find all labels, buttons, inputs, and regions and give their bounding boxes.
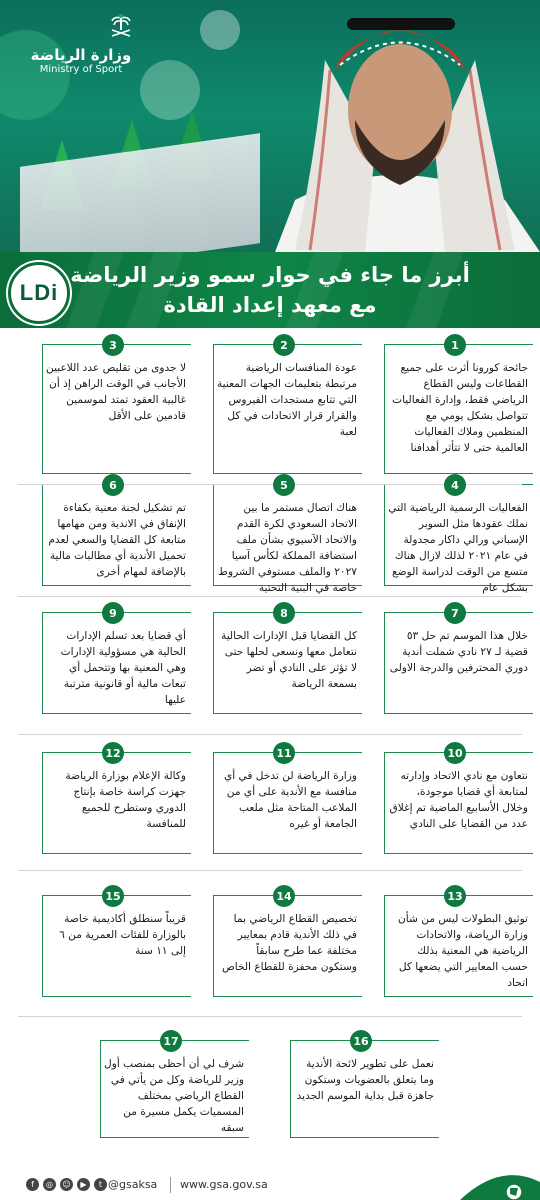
point-card [384,338,536,472]
twitter-icon[interactable]: t [94,1178,107,1191]
row-divider [18,870,522,871]
point-number-badge: 10 [444,742,466,764]
point-text: كل القضايا قبل الإدارات الحالية نتعامل معها ونسعى لحلها حتى لا تؤثر على النادي أو تضر بسمعة الرياضة [221,630,357,690]
minister-portrait [255,0,540,252]
point-card [213,478,365,594]
point-text: هناك اتصال مستمر ما بين الاتحاد السعودي لكرة القدم والاتحاد الآسيوي بشأن ملف استضافة المملكة لكأس آسيا ٢٠٢٧ والملف مستوفي الشروط خاصة في البنية التحتية [218,502,357,594]
page-title [60,260,480,320]
facebook-icon[interactable]: f [26,1178,39,1191]
point-text: قريباً سنطلق أكاديمية خاصة بالوزارة للفئات العمرية من ٦ إلى ١١ سنة [59,913,186,957]
point-text: نعمل على تطوير لائحة الأندية وما يتعلق بالعضويات وستكون جاهزة قبل بداية الموسم الجديد [296,1058,434,1102]
point-number-badge: 4 [444,474,466,496]
point-card [384,889,536,995]
youtube-icon[interactable]: ▶ [77,1178,90,1191]
point-card [384,478,536,594]
point-card [42,478,194,584]
point-card [42,606,194,712]
point-number-badge: 2 [273,334,295,356]
point-card [213,746,365,852]
point-text: وكالة الإعلام بوزارة الرياضة جهزت كراسة خاصة بإنتاج الدوري وستطرح للجميع للمنافسة [65,770,186,830]
point-number-badge: 3 [102,334,124,356]
point-number-badge: 15 [102,885,124,907]
point-text: أي قضايا بعد تسلم الإدارات الحالية هي مسؤولية الإدارات وهي المعنية بها وتتحمل أي تبعات مالية أو قانونية مترتبة عليها [60,630,186,706]
logo-arabic: وزارة الرياضة [30,46,132,64]
point-number-badge: 16 [350,1030,372,1052]
point-text: وزارة الرياضة لن تدخل في أي منافسة مع الأندية على أي من الملاعب المتاحة مثل ملعب الجامعة أو غيره [223,770,357,830]
point-text: لا جدوى من تقليص عدد اللاعبين الأجانب في الوقت الراهن إذ أن غالبية العقود تمتد لموسمين قادمين على الأقل [46,362,186,422]
bokeh-light [200,10,240,50]
point-card [290,1034,442,1136]
title-band [0,252,540,328]
social-handle[interactable]: @gsaksa [108,1178,158,1191]
point-text: خلال هذا الموسم تم حل ٥٣ قضية لـ ٢٧ نادي شملت أندية دوري المحترفين والدرجة الاولى [389,630,528,674]
point-card [42,746,194,852]
instagram-icon[interactable]: ◎ [43,1178,56,1191]
point-card [42,338,194,472]
point-number-badge: 12 [102,742,124,764]
point-card [100,1034,252,1136]
point-text: تخصيص القطاع الرياضي بما في ذلك الأندية قادم بمعايير مختلفة عما طرح سابقاً وستكون محفزة للقطاع الخاص [221,913,357,973]
point-number-badge: 1 [444,334,466,356]
point-text: شرف لي أن أحظى بمنصب أول وزير للرياضة وكل من يأتي في القطاع الرياضي بمختلف المسميات يكمل مسيرة من سبقه [104,1058,244,1134]
point-number-badge: 14 [273,885,295,907]
logo-english: Ministry of Sport [39,64,123,75]
ministry-logo [26,12,136,82]
point-text: الفعاليات الرسمية الرياضية التي نملك عقودها مثل السوبر الإسباني ورالي داكار مجدولة في عام ٢٠٢١ لذلك لازال هناك متسع من الوقت لدراسة الوضع بشكل عام [388,502,528,594]
point-card [384,746,536,852]
point-card [384,606,536,712]
ldi-logo-text: LDi [19,280,59,305]
point-text: توثيق البطولات ليس من شأن وزارة الرياضة، والاتحادات الرياضية هي المعنية بذلك حسب المعايير التي يضعها كل اتحاد [398,913,528,989]
point-number-badge: 7 [444,602,466,624]
footer-separator [170,1177,171,1193]
snapchat-icon[interactable]: ☺ [60,1178,73,1191]
point-number-badge: 5 [273,474,295,496]
row-divider [18,1016,522,1017]
point-card [213,889,365,995]
point-number-badge: 13 [444,885,466,907]
point-text: عودة المنافسات الرياضية مرتبطة بتعليمات الجهات المعنية التي تتابع مستجدات الفيروس والقرار قرار الاتحادات في كل لعبة [217,362,357,438]
point-card [42,889,194,995]
point-text: تم تشكيل لجنة معنية بكفاءة الإنفاق في الاندية ومن مهامها متابعة كل القضايا والسعي لعدم تحميل الأندية أي مطالبات مالية بالإضافة لمهام أخرى [48,502,186,578]
point-text: جائحة كورونا أثرت على جميع القطاعات وليس القطاع الرياضي فقط، وإدارة الفعاليات تتواصل بشكل يومي مع المنظمين وملاك الفعاليات العالمية حتى لا تتأثر أهدافنا [392,362,528,454]
palm-swords-icon [106,12,136,42]
ball-graphic-icon [460,1172,540,1200]
ldi-badge [8,262,70,324]
footer [0,1172,540,1200]
title-line-1: أبرز ما جاء في حوار سمو وزير الرياضة [70,263,470,287]
point-number-badge: 8 [273,602,295,624]
point-card [213,338,365,472]
point-number-badge: 11 [273,742,295,764]
point-card [213,606,365,712]
row-divider [18,734,522,735]
social-icons [26,1178,107,1191]
point-number-badge: 17 [160,1030,182,1052]
hero-image [0,0,540,252]
point-number-badge: 9 [102,602,124,624]
point-text: نتعاون مع نادي الاتحاد وإدارته لمتابعة أي قضايا موجودة، وخلال الأسابيع الماضية تم إغلاق عدد من القضايا على النادي [389,770,528,830]
row-divider [18,596,522,597]
title-line-2: مع معهد إعداد القادة [163,293,377,317]
website-link[interactable]: www.gsa.gov.sa [180,1178,268,1191]
point-number-badge: 6 [102,474,124,496]
